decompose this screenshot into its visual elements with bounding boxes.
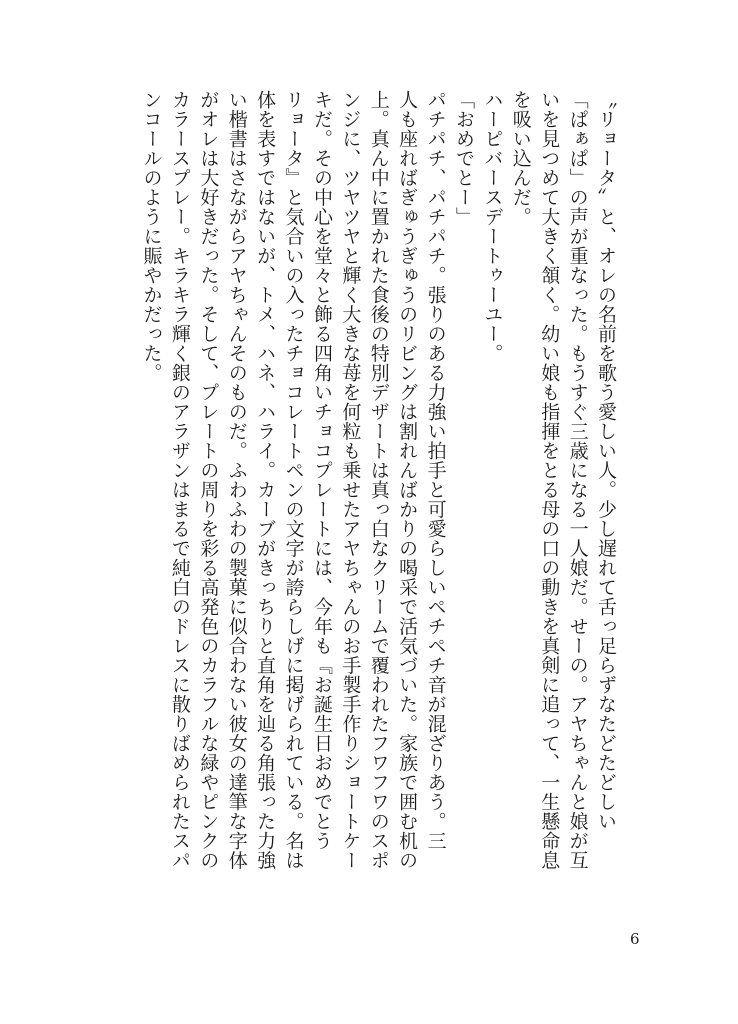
text-line: 「おめでとー」 bbox=[452, 90, 475, 227]
text-line: い楷書はさながらアヤちゃんそのものだ。ふわふわの製菓に似合わない彼女の達筆な字体 bbox=[225, 90, 248, 870]
body-text bbox=[137, 90, 620, 905]
text-line: ハーピバースデートゥーユー。 bbox=[481, 90, 504, 363]
text-line: パチパチ、パチパチ。張りのある力強い拍手と可愛らしいペチペチ音が混ざりあう。三 bbox=[424, 90, 447, 851]
text-line: ンコールのように賑やかだった。 bbox=[140, 90, 163, 383]
text-line: カラースプレー。キラキラ輝く銀のアラザンはまるで純白のドレスに散りばめられたスパ bbox=[168, 90, 191, 870]
text-line: キだ。その中心を堂々と飾る四角いチョコプレートには、今年も『お誕生日おめでとう bbox=[310, 90, 333, 851]
text-line: 上。真ん中に置かれた食後の特別デザートは真っ白なクリームで覆われたフワフワのスポ bbox=[367, 90, 390, 870]
page-number: 6 bbox=[630, 930, 640, 948]
text-line: ンジに、ツヤツヤと輝く大きな苺を何粒も乗せたアヤちゃんのお手製手作りショートケー bbox=[339, 90, 362, 870]
text-line: 「ぱぁぱ」の声が重なった。もうすぐ三歳になる一人娘だ。せーの。アヤちゃんと娘が互 bbox=[566, 90, 589, 870]
text-line: リョータ』と気合いの入ったチョコレートペンの文字が誇らしげに掲げられている。名は bbox=[282, 90, 305, 870]
text-line: がオレは大好きだった。そして、プレートの周りを彩る高発色のカラフルな緑やピンクの bbox=[197, 90, 220, 870]
text-line: 体を表すではないが、トメ、ハネ、ハライ。カーブがきっちりと直角を辿る角張った力強 bbox=[254, 90, 277, 870]
text-line: 〝リョータ〟と、オレの名前を歌う愛しい人。少し遅れて舌っ足らずなたどたどしい bbox=[595, 90, 617, 831]
text-line: を吸い込んだ。 bbox=[509, 90, 532, 227]
text-line: いを見つめて大きく頷く。幼い娘も指揮をとる母の口の動きを真剣に追って、一生懸命息 bbox=[538, 90, 561, 870]
text-line: 人も座ればぎゅうぎゅうのリビングは割れんばかりの喝采で活気づいた。家族で囲む机の bbox=[396, 90, 419, 870]
